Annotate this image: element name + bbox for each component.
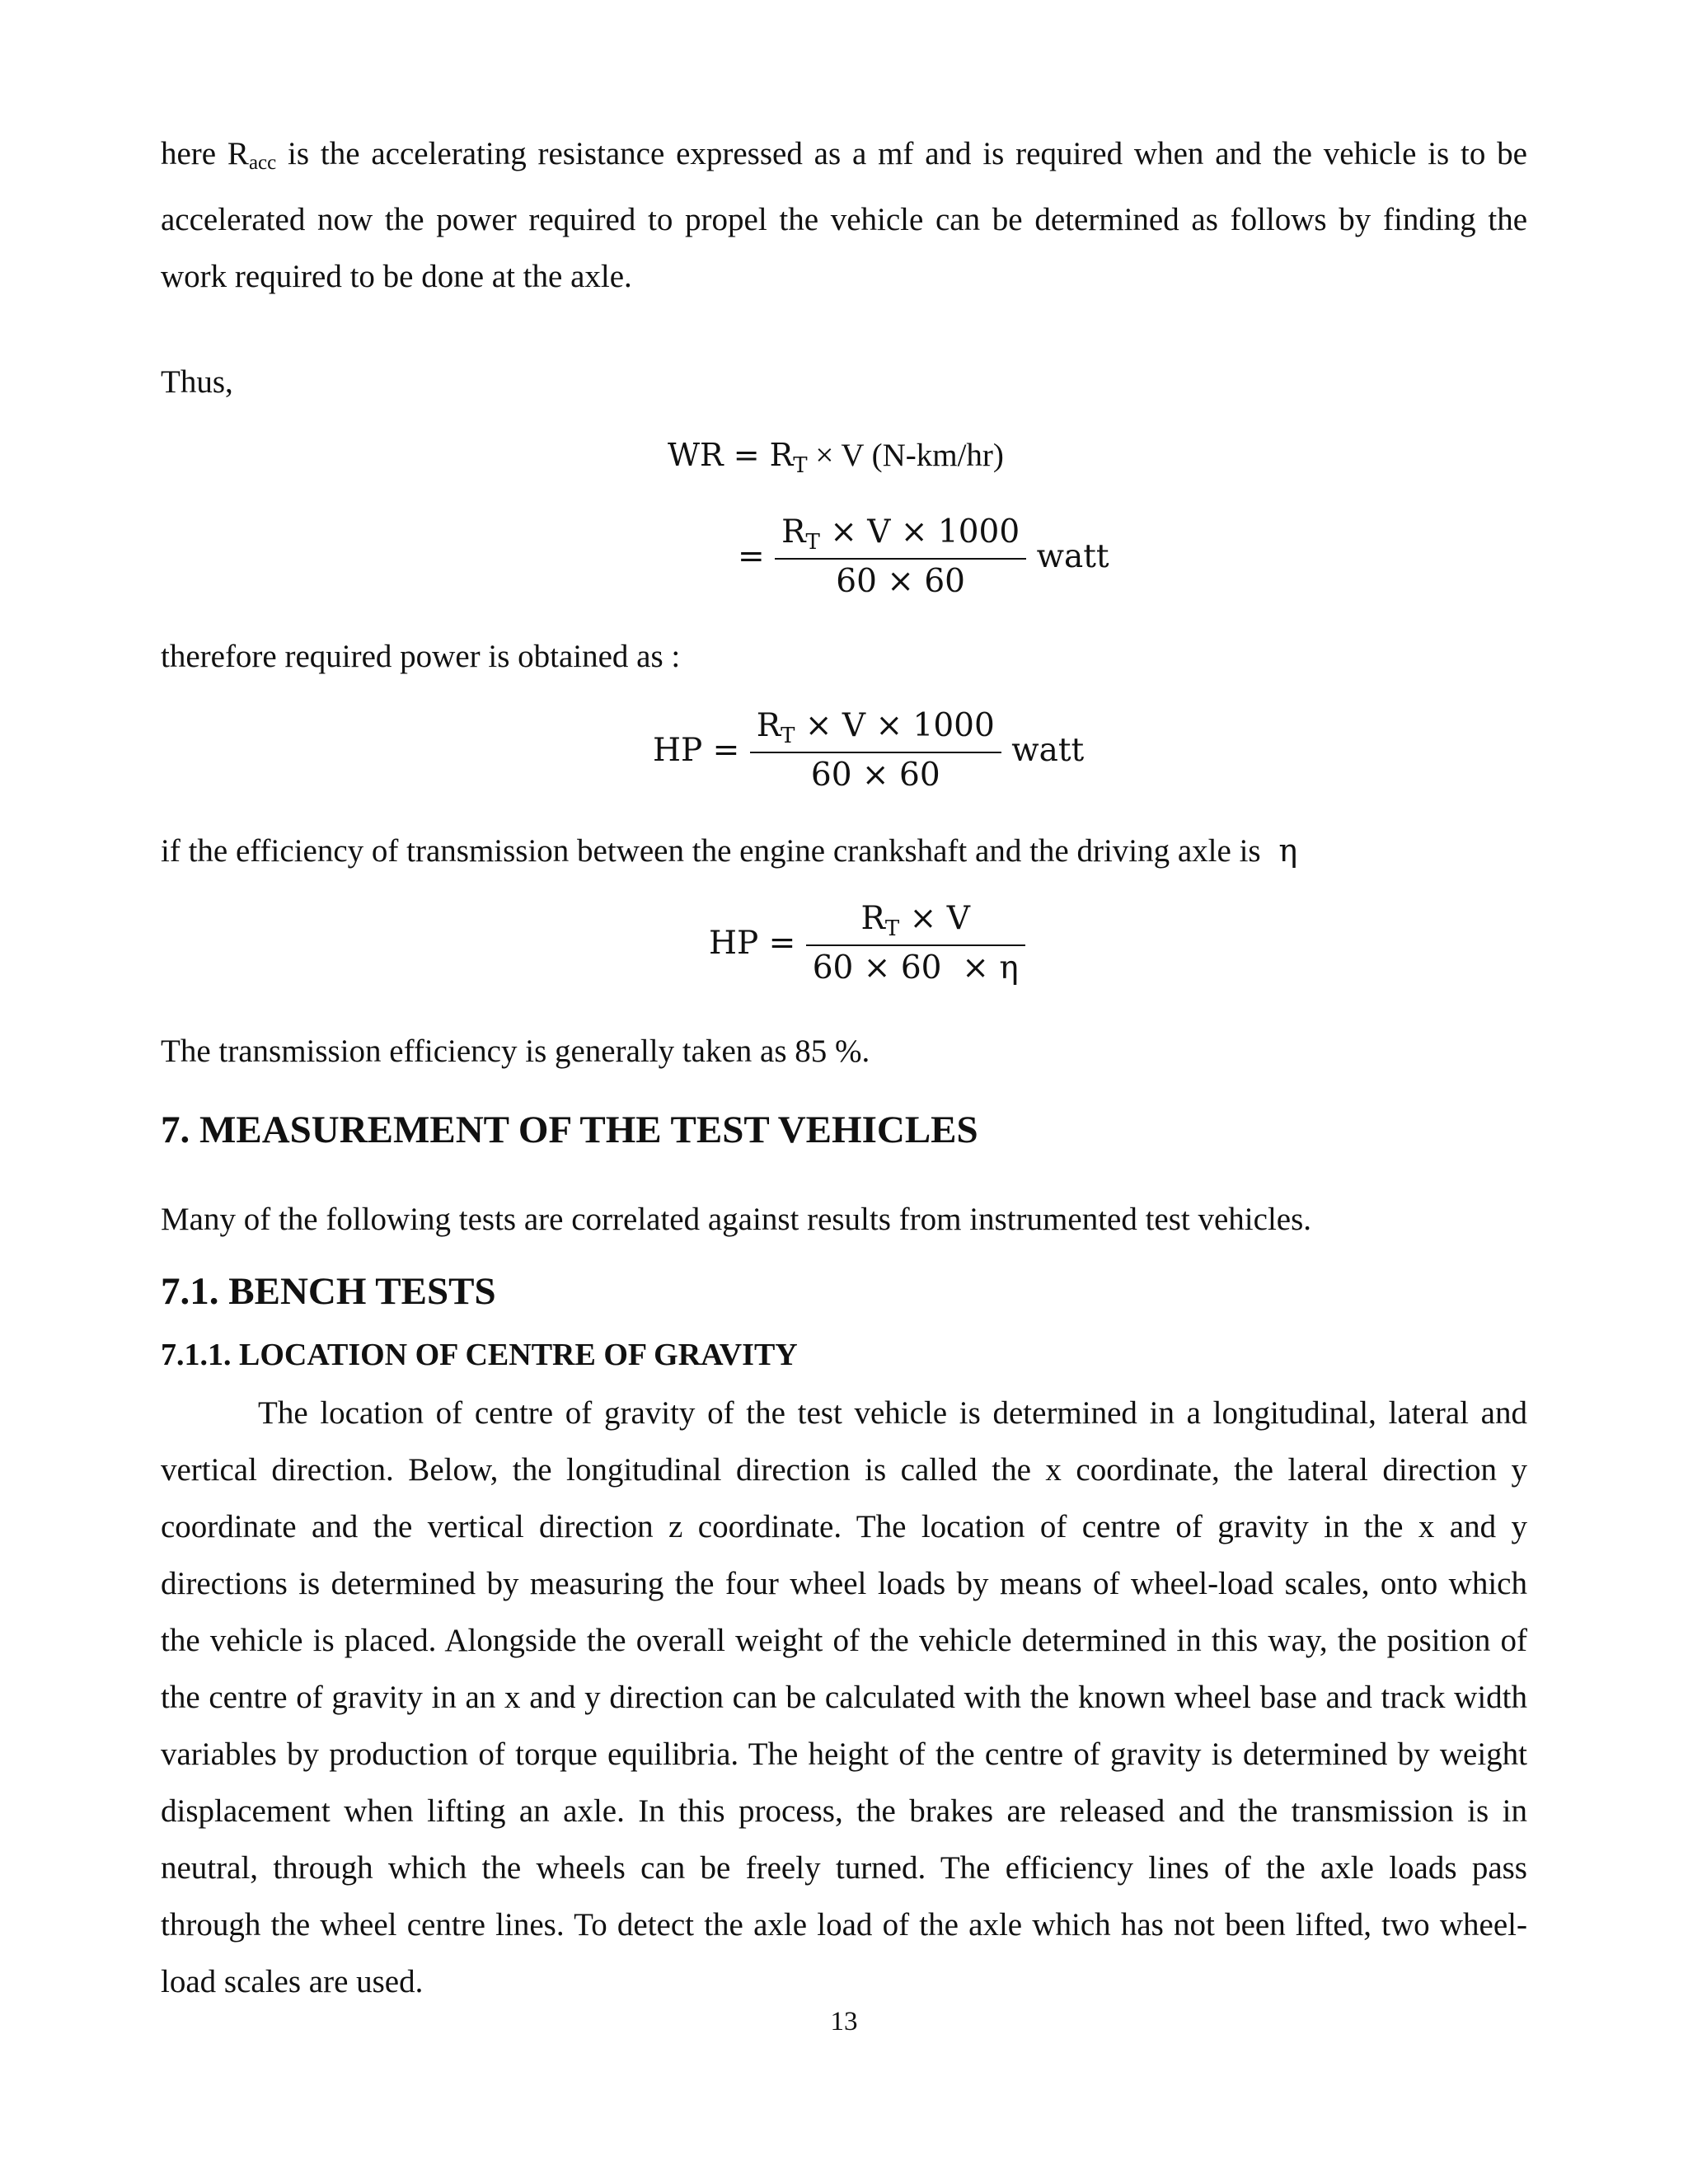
paragraph-line: variables by production of torque equilibria. The height of the centre of gravity is determined by weight [161, 1736, 1527, 1772]
transmission-line: The transmission efficiency is generally taken as 85 %. [161, 1033, 870, 1069]
thus-text [161, 354, 1527, 410]
paragraph-line: displacement when lifting an axle. In this process, the brakes are released and the transmission is in [161, 1793, 1527, 1829]
eq3-denominator: 60 × 60 [810, 757, 940, 794]
section-7-heading: 7. MEASUREMENT OF THE TEST VEHICLES [161, 1108, 978, 1151]
eta-symbol: η [1278, 832, 1298, 869]
intro-line-1 [161, 125, 1527, 191]
efficiency-text [161, 823, 1527, 879]
therefore-label: therefore required power is obtained as : [161, 639, 681, 674]
eq4-lhs: HP = [709, 925, 796, 962]
r-acc-subscript: acc [248, 152, 277, 174]
eq2-unit: watt [1036, 538, 1109, 575]
therefore-text [161, 628, 1527, 685]
eq1-rhs: × V (N-km/hr) [807, 438, 1004, 473]
eq4-num-sub: T [884, 916, 900, 941]
paragraph-line: coordinate and the vertical direction z coordinate. The location of centre of gravity in the x and y [161, 1509, 1527, 1544]
eq1-lhs: WR = R [668, 437, 794, 473]
paragraph-line: load scales are used. [161, 1964, 424, 1999]
paragraph-line: The location of centre of gravity of the test vehicle is determined in a longitudinal, lateral and [258, 1395, 1527, 1431]
eq3-num-rest: × V × 1000 [795, 707, 995, 744]
intro-paragraph [161, 125, 1527, 305]
eq2-num-rest: × V × 1000 [819, 513, 1020, 551]
eq2-equals: = [738, 538, 765, 575]
thus-label: Thus, [161, 364, 233, 400]
eq2-numerator [775, 513, 1026, 560]
intro-line-3: work required to be done at the axle. [161, 259, 632, 294]
intro-line-1-rest: is the accelerating resistance expressed as a mf and is required when and the vehicle is to be [276, 136, 1527, 171]
equation-hp-efficiency [709, 900, 1025, 987]
eq2-num-r: R [781, 513, 806, 551]
section-7-1-heading: 7.1. BENCH TESTS [161, 1270, 496, 1313]
intro-line-2: accelerated now the power required to propel the vehicle can be determined as follows by finding the [161, 202, 1527, 237]
eq3-num-sub: T [781, 724, 795, 748]
section-7-text [161, 1191, 1527, 1248]
eq3-num-r: R [756, 707, 781, 744]
eq4-num-r: R [860, 900, 885, 937]
eq2-fraction [775, 513, 1026, 600]
section-7-1-1-paragraph [161, 1385, 1527, 2010]
eq2-denominator: 60 × 60 [836, 563, 965, 600]
paragraph-line: vertical direction. Below, the longitudinal direction is called the x coordinate, the lateral direction y [161, 1452, 1527, 1488]
eq3-numerator [750, 707, 1001, 753]
equation-hp-watt [653, 707, 1084, 794]
paragraph-line: directions is determined by measuring the four wheel loads by means of wheel-load scales, onto which [161, 1566, 1527, 1601]
eq4-num-rest: × V [899, 900, 970, 937]
page-number: 13 [830, 2007, 858, 2036]
eq2-num-sub: T [805, 530, 820, 555]
paragraph-line: through the wheel centre lines. To detect the axle load of the axle which has not been lifted, two wheel- [161, 1907, 1527, 1943]
section-7-line: Many of the following tests are correlated against results from instrumented test vehicles. [161, 1202, 1312, 1237]
efficiency-line: if the efficiency of transmission between the engine crankshaft and the driving axle is [161, 833, 1261, 869]
paragraph-line: the vehicle is placed. Alongside the overall weight of the vehicle determined in this way, the position of [161, 1623, 1527, 1658]
equation-wr [668, 437, 1004, 478]
equation-wr-watt [738, 513, 1109, 600]
transmission-text [161, 1023, 1527, 1080]
intro-line-1-start: here R [161, 136, 249, 171]
eq3-fraction [750, 707, 1001, 794]
paragraph-line: neutral, through which the wheels can be freely turned. The efficiency lines of the axle loads pass [161, 1850, 1527, 1886]
eq3-lhs: HP = [653, 732, 740, 769]
eq1-subscript: T [793, 453, 808, 478]
eq4-fraction [806, 900, 1025, 987]
section-7-1-1-heading: 7.1.1. LOCATION OF CENTRE OF GRAVITY [161, 1338, 798, 1372]
eq4-denominator: 60 × 60 × η [812, 949, 1019, 987]
eq4-numerator [806, 900, 1025, 946]
eq3-unit: watt [1011, 732, 1085, 769]
paragraph-line: the centre of gravity in an x and y direction can be calculated with the known wheel base and track width [161, 1680, 1527, 1715]
